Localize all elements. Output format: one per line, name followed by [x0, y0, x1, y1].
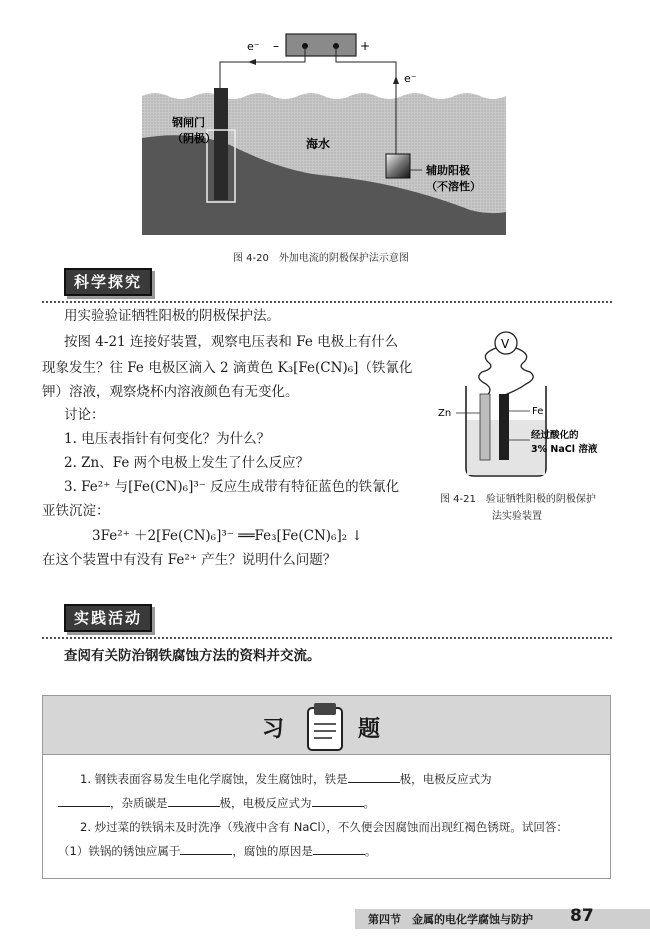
gate-label-1: 钢闸门	[172, 116, 205, 129]
anode-label-2: （不溶性）	[426, 180, 481, 193]
q1-text-c: ，杂质碳是	[110, 796, 168, 810]
answer-blank[interactable]	[180, 844, 232, 855]
inquiry-tag: 科学探究	[64, 268, 152, 296]
inquiry-line-9: 亚铁沉淀：	[42, 503, 110, 519]
power-supply	[286, 34, 356, 56]
figure-4-21	[436, 328, 616, 488]
inquiry-line-6: 1. 电压表指针有何变化？为什么？	[64, 431, 271, 447]
question-2-1-line	[58, 842, 376, 860]
exercise-title-right: 题	[358, 716, 381, 742]
practice-divider	[42, 637, 612, 639]
q1-text-b: 极，电极反应式为	[399, 772, 492, 786]
inquiry-line-2: 按图 4-21 连接好装置，观察电压表和 Fe 电极上有什么	[64, 334, 399, 350]
q2-1-text-b: ，腐蚀的原因是	[232, 844, 313, 858]
fe-electrode	[499, 394, 509, 460]
footer-section-title: 第四节 金属的电化学腐蚀与防护	[368, 913, 533, 926]
figure-4-20-caption: 图 4-20 外加电流的阴极保护法示意图	[233, 253, 409, 264]
answer-blank[interactable]	[312, 796, 364, 807]
inquiry-line-7: 2. Zn、Fe 两个电极上发生了什么反应？	[64, 455, 310, 471]
q1-text-e: 。	[363, 796, 375, 810]
practice-text: 查阅有关防治钢铁腐蚀方法的资料并交流。	[64, 648, 321, 664]
seawater-label: 海水	[306, 137, 331, 151]
electron-left-label: e⁻	[247, 40, 260, 53]
steel-gate	[214, 88, 228, 200]
inquiry-line-8: 3. Fe²⁺ 与[Fe(CN)₆]³⁻ 反应生成带有特征蓝色的铁氰化	[64, 479, 400, 495]
reaction-equation: 3Fe²⁺ ＋2[Fe(CN)₆]³⁻ ══Fe₃[Fe(CN)₆]₂ ↓	[92, 528, 363, 544]
question-2-line: 2. 炒过菜的铁锅未及时洗净（残液中含有 NaCl），不久便会因腐蚀而出现红褐色锈斑。试回答：	[80, 820, 568, 834]
figure-4-21-caption-1: 图 4-21 验证牺牲阳极的阴极保护	[440, 494, 596, 505]
inquiry-divider	[42, 301, 612, 303]
q1-text-a: 1. 钢铁表面容易发生电化学腐蚀，发生腐蚀时，铁是	[80, 772, 348, 786]
fe-label: Fe	[532, 406, 544, 417]
zn-label: Zn	[438, 408, 452, 419]
question-1-line-2	[58, 794, 375, 812]
gate-label-2: （阴极）	[172, 132, 216, 145]
inquiry-line-4: 钾）溶液，观察烧杯内溶液颜色有无变化。	[42, 384, 299, 400]
figure-4-20	[130, 20, 520, 242]
inquiry-line-11: 在这个装置中有没有 Fe²⁺ 产生？说明什么问题？	[42, 552, 337, 568]
answer-blank[interactable]	[168, 796, 220, 807]
answer-blank[interactable]	[58, 796, 110, 807]
zn-electrode	[480, 394, 490, 460]
voltmeter-label: V	[501, 337, 510, 351]
exercise-title-left: 习	[262, 716, 285, 742]
practice-tag: 实践活动	[64, 604, 152, 632]
auxiliary-anode	[386, 154, 410, 178]
inquiry-line-5: 讨论：	[64, 407, 105, 423]
solution-label-1: 经过酸化的	[531, 430, 579, 441]
page-number: 87	[570, 906, 594, 926]
plus-label: +	[360, 39, 371, 53]
question-1-line-1	[80, 770, 492, 788]
answer-blank[interactable]	[348, 772, 400, 783]
solution-label-2: 3% NaCl 溶液	[531, 444, 598, 455]
notebook-icon	[302, 700, 350, 754]
anode-label-1: 辅助阳极	[426, 164, 470, 177]
q1-text-d: 极，电极反应式为	[219, 796, 312, 810]
q2-1-text-c: 。	[364, 844, 377, 858]
q2-1-text-a: （1）铁锅的锈蚀应属于	[58, 844, 181, 858]
inquiry-line-1: 用实验验证牺牲阳极的阴极保护法。	[64, 308, 280, 324]
answer-blank[interactable]	[313, 844, 365, 855]
figure-4-21-caption-2: 法实验装置	[492, 511, 542, 522]
inquiry-line-3: 现象发生？往 Fe 电极区滴入 2 滴黄色 K₃[Fe(CN)₆]（铁氰化	[42, 360, 413, 376]
minus-label: –	[273, 39, 279, 53]
electron-right-label: e⁻	[404, 72, 417, 85]
